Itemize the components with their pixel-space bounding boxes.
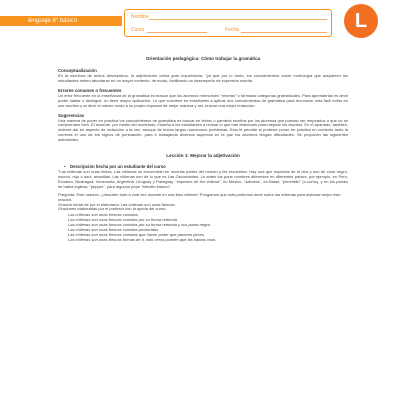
document-title: Orientación pedagógica: Cómo trabajar la gramática	[145, 56, 261, 61]
list-item: Las chilenas son unas frescas comidas por su forma redonda y sus punta negra.	[68, 222, 211, 228]
lesson-question: Pregunta: Este oración, ¿describe todo a cuál vez durante en una lista chilena? Pongamos que más podemos decir sobre las chilenas para elaborar mejor este oración.	[58, 191, 341, 202]
student-info-box	[124, 9, 332, 37]
section-title: Errores comunes o frecuentes	[58, 87, 122, 93]
course-label: Curso	[131, 27, 145, 33]
course-line	[147, 32, 207, 33]
list-item: Las chilenas son unas frescas comidas por su forma redonda.	[68, 217, 179, 223]
section-title: Conceptualización	[58, 68, 97, 73]
lesson-title: Lección 1: Mejorar la adjetivación	[166, 153, 240, 159]
list-item: Las chilenas son unas frescas comidas producidas.	[68, 227, 160, 233]
worksheet-header	[0, 0, 400, 44]
initial-sentence: Oración inicial de por el elaborarlo: Las chilenas son unas frescas.	[58, 201, 176, 207]
subject-bar	[0, 16, 122, 26]
lesson-bullet: • Descripción hecha por un estudiante del curso	[58, 164, 348, 169]
subject-label: lenguaje 6° básico	[28, 18, 78, 24]
list-item: Las chilenas son unas frescas formas de ti, más cerca pueden que las habías visto.	[68, 237, 217, 243]
section-text: En la escritura de textos descriptivos, la adjetivación cobra gran importancia, "ya que por lo tanto, los conocimientos sobre morfología que adquieren los estudiantes deben abordarse en un mayor contexto, de modo, facilitando un desempeño de expresión escrita.	[58, 73, 348, 83]
section-title: Sugerencias	[58, 112, 85, 118]
elaborated-intro: Oraciones elaboradas por el profesor con la ayuda del curso:	[58, 206, 167, 212]
list-item: Las chilenas son unas frescas comidas.	[68, 212, 139, 218]
name-label: Nombre	[131, 14, 149, 20]
section-text: Una manera de poner en práctica los conocimientos de gramática es buscar en textos o párrafos escritos por los alumnos que puedan ser mejorados o que no se comprenden bien. El docente, por medio del modelado, enseña a los estudiantes a revisar lo que han elaborado para mejorar los escritos. En el apartado, también, obtener así en aspecto de redacción a la vez, aunque de textos largos numerosos problemas. Esto le permite al profesor poner en práctica en contexto tanto la correcta el uso de los signos de puntuación, para ir trabajando diversos aspectos en la que los alumnos tengan dificultades. Se proponen las siguientes actividades.	[58, 117, 348, 143]
section-text: Un error frecuente en la enseñanza de la gramática es buscar que los alumnos memoricen "recetas" o fórmulas categorías gramaticales. Para aprenderlas es decir poder hablar o distinguir, no tiene mayor aplicación. Lo que conviene es enseñarles a aplicar sus conocimientos de gramática para reconocer más fácil evitar en sus escritos y al decir el mismo modo a su propio expresar de mejor manera y así, buscar una mejor redacción.	[58, 92, 348, 108]
document-body	[58, 56, 348, 242]
subject-badge	[344, 4, 378, 38]
date-line	[241, 32, 327, 33]
date-label: Fecha	[225, 27, 239, 33]
name-line	[149, 19, 327, 20]
example-list	[58, 212, 348, 242]
student-quote: "Las chilenas son unas lindas. Las chilenas se encuentran en muchas partes del mundo y les recuerdan. Hay una que especias de el otra y son de color negro, oscuro, rojo o azul, amarillas. Las chilenas son de lo que es Las Oscuridades. Lo antes los pone nombres diferentes en diferentes países, por ejemplo, en Perú, Ecuador, Nicaragua, Venezuela, Argentina, Uruguay y Paraguay, "especies de flor chilena", en México, "sabores", en Brasil, "pimentão" (o como), y en los países de habla inglesa, "pepper", para algunos pepe "arbolito blanco".	[58, 169, 348, 189]
list-item: Las chilenas son unas frescas comidas que hacen poner que parecen peces.	[68, 232, 205, 238]
badge-letter: L	[354, 10, 368, 32]
